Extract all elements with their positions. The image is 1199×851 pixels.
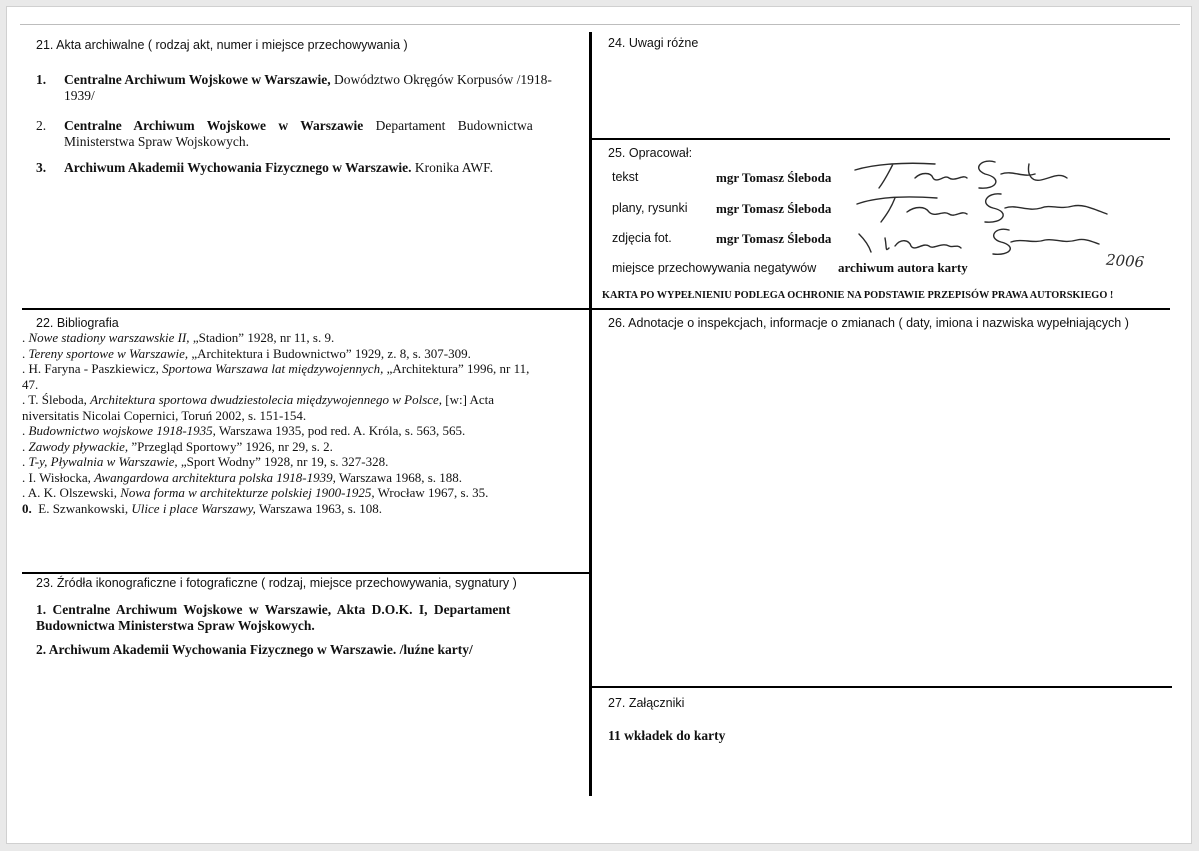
handwritten-signatures xyxy=(845,148,1145,278)
archive-item-2-cont: Ministerstwa Spraw Wojskowych. xyxy=(64,134,250,149)
bibliography-title: T-y, Pływalnia w Warszawie, xyxy=(28,454,178,469)
bibliography-entry-line xyxy=(22,377,587,393)
bibliography-entry-line xyxy=(22,439,587,455)
bibliography-entry-line xyxy=(22,392,587,408)
author-text-value: mgr Tomasz Śleboda xyxy=(716,170,832,185)
copyright-notice: KARTA PO WYPEŁNIENIU PODLEGA OCHRONIE NA PODSTAWIE PRZEPISÓW PRAWA AUTORSKIEGO ! xyxy=(602,290,1114,301)
bibliography-entry-line xyxy=(22,501,587,517)
archive-item-1-cont: 1939/ xyxy=(64,88,95,103)
bibliography-title: Budownictwo wojskowe 1918-1935, xyxy=(28,423,216,438)
bibliography-entry-line xyxy=(22,423,587,439)
archive-item-2-line xyxy=(36,118,576,134)
bibliography-text: Warszawa 1935, pod red. A. Króla, s. 563, 565. xyxy=(215,423,466,438)
archive-item-1-name: Centralne Archiwum Wojskowe w Warszawie, xyxy=(64,72,331,87)
iconography-item-1 xyxy=(36,602,576,634)
archive-item-1-line xyxy=(36,72,576,88)
archive-item-1-desc: Dowództwo Okręgów Korpusów /1918- xyxy=(330,72,552,87)
bibliography-title: Nowe stadiony warszawskie II, xyxy=(28,330,190,345)
archive-item-2 xyxy=(36,118,576,150)
bibliography-title: Tereny sportowe w Warszawie, xyxy=(28,345,189,361)
bibliography-text: . H. Faryna - Paszkiewicz, xyxy=(22,361,163,376)
bibliography-text: ”Przegląd Sportowy” 1926, nr 29, s. 2. xyxy=(128,438,333,454)
bibliography-text: . xyxy=(22,423,29,438)
bibliography-title: Sportowa Warszawa lat międzywojennych, xyxy=(162,361,384,376)
bibliography-title: Awangardowa architektura polska 1918-1939, xyxy=(94,469,336,485)
top-edge-line xyxy=(20,24,1180,25)
bibliography-text: . A. K. Olszewski, xyxy=(22,485,121,500)
archive-item-2-num: 2. xyxy=(36,118,47,133)
bibliography-text: niversitatis Nicolai Copernici, Toruń 2002, s. 151-154. xyxy=(22,407,307,423)
section-21-heading: 21. Akta archiwalne ( rodzaj akt, numer i miejsce przechowywania ) xyxy=(36,38,408,52)
bibliography-text: Warszawa 1963, s. 108. xyxy=(255,500,383,516)
section-23-heading: 23. Źródła ikonograficzne i fotograficzne ( rodzaj, miejsce przechowywania, sygnatury ) xyxy=(36,576,517,590)
bibliography-title: Nowa forma w architekturze polskiej 1900-1925, xyxy=(120,485,375,500)
section-22-heading: 22. Bibliografia xyxy=(36,316,119,330)
bibliography-entry-line xyxy=(22,454,587,470)
attachments-value: 11 wkładek do karty xyxy=(608,728,726,743)
archive-item-2-name: Centralne Archiwum Wojskowe w Warszawie xyxy=(64,118,364,133)
section-26-heading: 26. Adnotacje o inspekcjach, informacje o zmianach ( daty, imiona i nazwiska wypełniających ) xyxy=(608,316,1129,330)
signature-year: 2006 xyxy=(1105,250,1145,272)
center-divider xyxy=(589,32,592,796)
divider-22-23 xyxy=(22,572,589,574)
archive-item-3-line xyxy=(36,160,576,176)
bibliography-entry-line xyxy=(22,485,587,501)
bibliography-title: Zawody pływackie, xyxy=(28,438,129,454)
divider-24-25 xyxy=(592,138,1170,140)
bibliography-entry-line xyxy=(22,330,587,346)
bibliography-text: „Sport Wodny” 1928, nr 19, s. 327-328. xyxy=(177,454,389,469)
iconography-item-1-line: 1. Centralne Archiwum Wojskowe w Warszawie, Akta D.O.K. I, Departament xyxy=(36,602,511,617)
divider-25-26 xyxy=(592,308,1170,310)
author-plans-label: plany, rysunki xyxy=(612,201,688,215)
archive-item-2-desc: Departament Budownictwa xyxy=(363,118,533,133)
iconography-item-1-cont: Budownictwa Ministerstwa Spraw Wojskowych. xyxy=(36,618,315,633)
author-plans-value: mgr Tomasz Śleboda xyxy=(716,201,832,216)
bibliography-text: . T. Śleboda, xyxy=(22,392,91,407)
divider-21-22 xyxy=(22,308,589,310)
bibliography-text: „Stadion” 1928, nr 11, s. 9. xyxy=(189,330,335,345)
iconography-item-2: 2. Archiwum Akademii Wychowania Fizycznego w Warszawie. /luźne karty/ xyxy=(36,642,473,657)
divider-26-27 xyxy=(592,686,1172,688)
archive-item-3-name: Archiwum Akademii Wychowania Fizycznego w Warszawie. xyxy=(64,160,412,175)
bibliography-entry-line xyxy=(22,408,587,424)
bibliography-text: Warszawa 1968, s. 188. xyxy=(335,469,463,485)
bibliography-title: Architektura sportowa dwudziestolecia międzywojennego w Polsce, xyxy=(90,392,443,407)
bibliography-text: . xyxy=(22,438,29,454)
archive-item-3-num: 3. xyxy=(36,160,47,175)
bibliography-text: . xyxy=(22,454,29,469)
bibliography-list xyxy=(22,330,587,516)
section-27-heading: 27. Załączniki xyxy=(608,696,685,710)
author-photos-value: mgr Tomasz Śleboda xyxy=(716,231,832,246)
negatives-value: archiwum autora karty xyxy=(838,260,968,275)
archive-item-1-num: 1. xyxy=(36,72,47,87)
bibliography-text: „Architektura i Budownictwo” 1929, z. 8, s. 307-309. xyxy=(188,345,471,361)
section-24-heading: 24. Uwagi różne xyxy=(608,36,699,50)
bibliography-entry-line xyxy=(22,470,587,486)
bibliography-text: 0. xyxy=(22,500,32,516)
bibliography-text: „Architektura” 1996, nr 11, xyxy=(383,361,530,376)
bibliography-entry-line xyxy=(22,361,587,377)
archive-item-3-desc: Kronika AWF. xyxy=(411,160,493,175)
negatives-label: miejsce przechowywania negatywów xyxy=(612,261,817,275)
bibliography-entry-line xyxy=(22,346,587,362)
bibliography-text: [w:] Acta xyxy=(442,392,495,407)
archive-item-3 xyxy=(36,160,576,176)
bibliography-text: . I. Wisłocka, xyxy=(22,469,95,485)
author-text-label: tekst xyxy=(612,170,639,184)
bibliography-text: E. Szwankowski, xyxy=(31,500,132,516)
bibliography-text: Wrocław 1967, s. 35. xyxy=(374,485,489,500)
bibliography-text: 47. xyxy=(22,376,39,392)
author-photos-label: zdjęcia fot. xyxy=(612,231,672,245)
section-25-heading: 25. Opracował: xyxy=(608,146,693,160)
bibliography-title: Ulice i place Warszawy, xyxy=(131,500,256,516)
bibliography-text: . xyxy=(22,345,29,361)
bibliography-text: . xyxy=(22,330,29,345)
archive-item-1 xyxy=(36,72,576,104)
